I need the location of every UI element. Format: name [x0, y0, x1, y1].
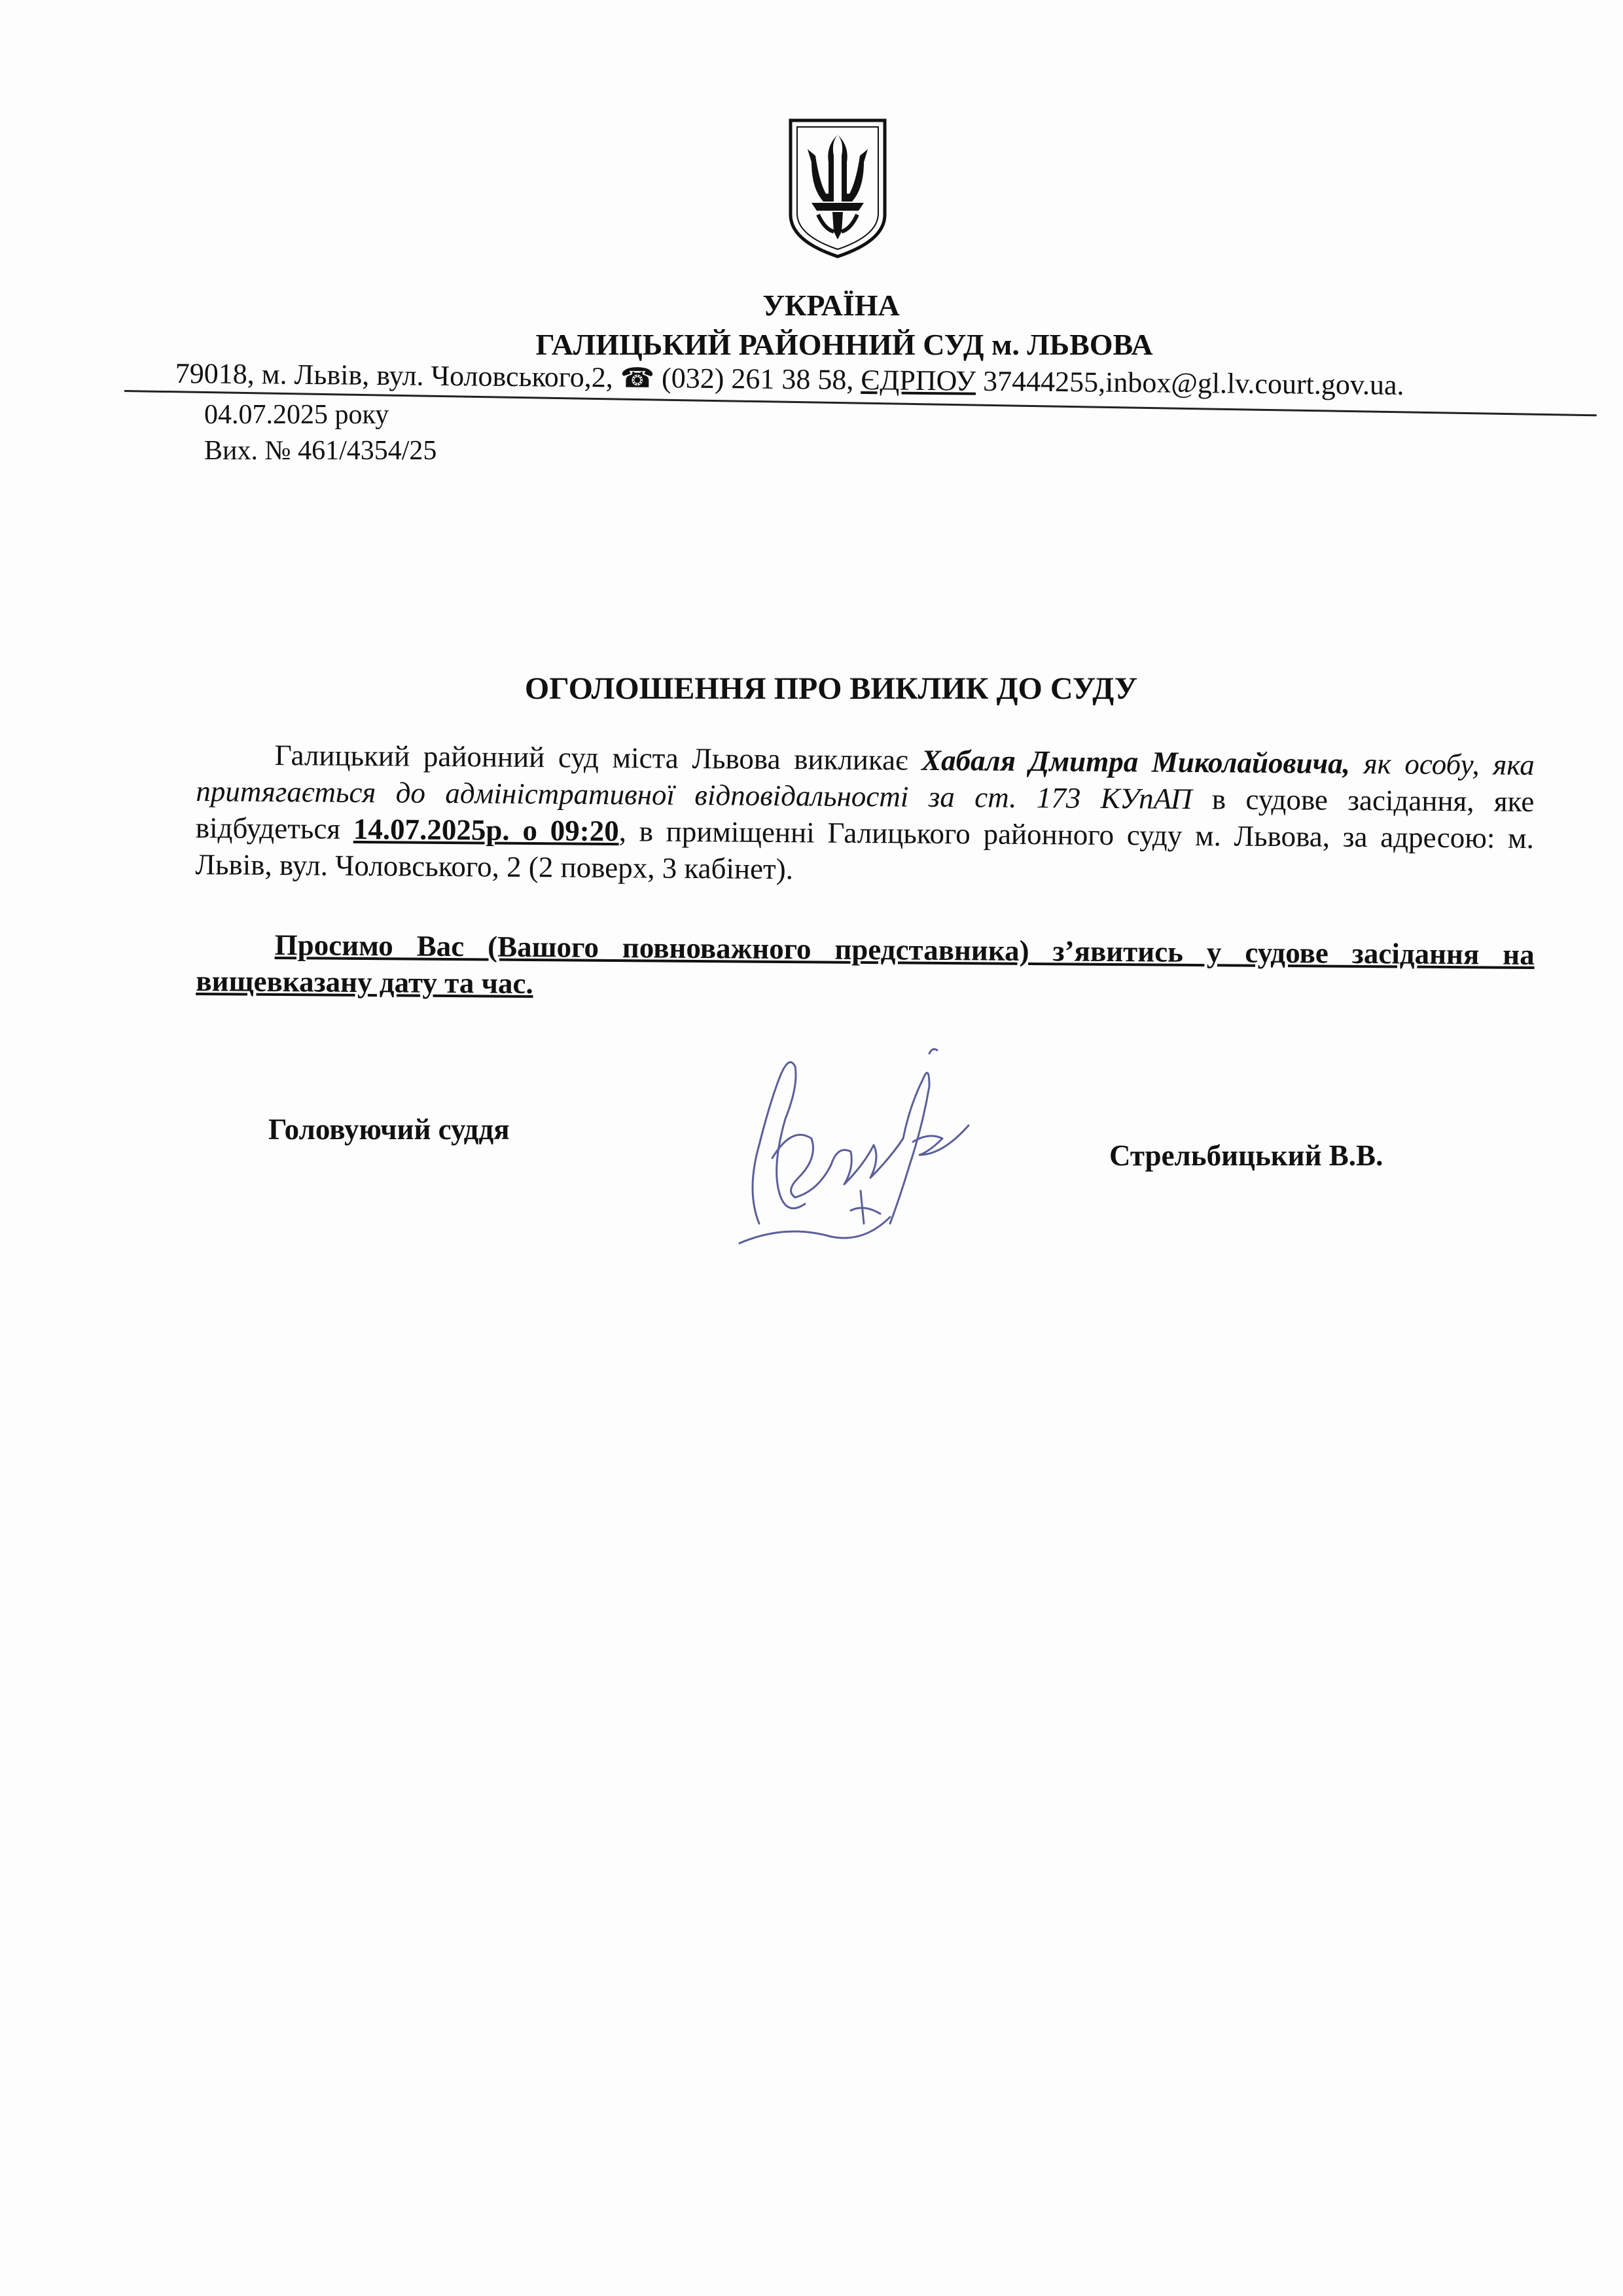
outgoing-number: Вих. № 461/4354/25	[204, 436, 437, 466]
address-text: 79018, м. Львів, вул. Чоловського,2,	[175, 357, 620, 394]
document-date: 04.07.2025 року	[204, 400, 389, 430]
hearing-datetime: 14.07.2025р. о 09:20	[353, 812, 619, 848]
announcement-title: ОГОЛОШЕННЯ ПРО ВИКЛИК ДО СУДУ	[524, 671, 1138, 706]
summoned-person: Хабаля Дмитра Миколайовича,	[921, 743, 1351, 780]
handwritten-signature	[733, 1027, 982, 1263]
announcement-body	[195, 736, 1535, 893]
trident-coat-of-arms-icon	[785, 116, 890, 260]
judge-name: Стрельбицький В.В.	[1109, 1139, 1383, 1172]
body-intro: Галицький районний суд міста Львова викликає	[274, 738, 922, 777]
appearance-request: Просимо Вас (Вашого повноважного представника) з’явитись у судове засідання на вищевказану дату та час.	[196, 928, 1535, 1000]
person-role: як особу, яка притягається до адміністративної відповідальності за ст. 173 КУпАП	[196, 747, 1535, 815]
body-end: , в приміщенні Галицького районного суду м. Львова, за адресою: м. Львів, вул. Чоловського, 2 (2 поверх, 3 кабінет).	[195, 815, 1535, 886]
court-name-heading: ГАЛИЦЬКИЙ РАЙОННИЙ СУД м. ЛЬВОВА	[535, 328, 1153, 361]
telephone-icon: ☎	[620, 363, 655, 395]
edrpou-and-email: 37444255,inbox@gl.lv.court.gov.ua.	[975, 364, 1404, 402]
phone-number: (032) 261 38 58	[654, 362, 847, 396]
edrpou-label: ЄДРПОУ	[861, 364, 976, 397]
address-separator: ,	[846, 363, 861, 397]
country-heading: УКРАЇНА	[762, 289, 900, 322]
judge-position: Головуючий суддя	[268, 1113, 510, 1146]
body-middle: в судове засідання, яке відбудеться	[195, 782, 1535, 845]
